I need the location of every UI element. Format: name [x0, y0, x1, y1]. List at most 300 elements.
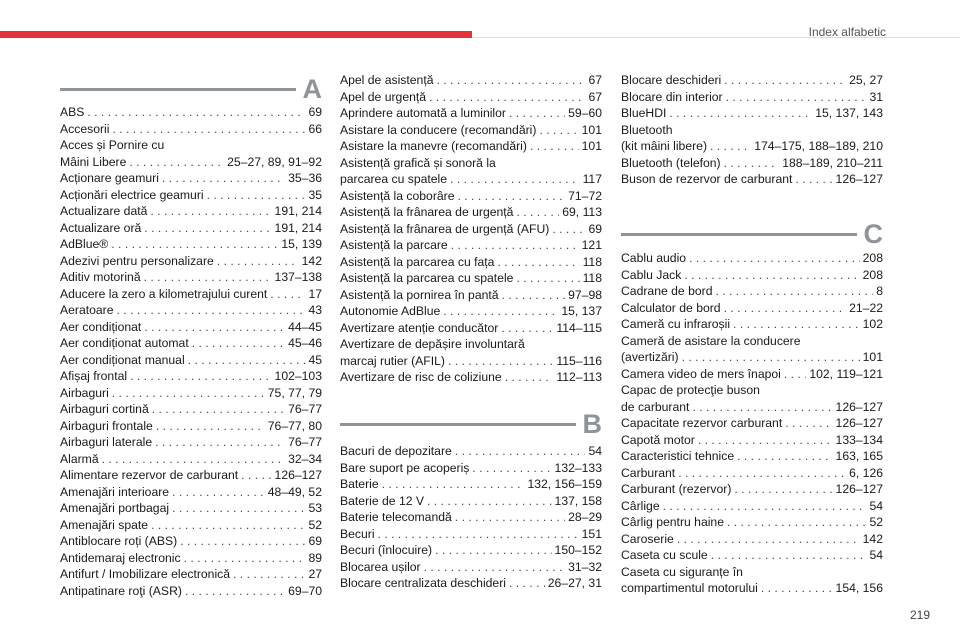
entry-term: (avertizări): [621, 350, 679, 364]
entry-pages: 76–77: [288, 435, 322, 449]
entry-term: Asistență la frânarea de urgență (AFU): [340, 221, 550, 236]
index-entry: [621, 382, 883, 415]
entry-term-row: [60, 533, 322, 550]
entry-term: Blocare din interior: [621, 89, 723, 104]
entry-term-row: [60, 104, 322, 121]
dot-leader: [516, 204, 559, 221]
index-entry: [340, 460, 602, 477]
entry-pages: 137, 158: [554, 493, 602, 508]
dot-leader: [669, 105, 812, 122]
index-entry: [621, 89, 883, 106]
dot-leader: [184, 550, 306, 567]
dot-leader: [509, 105, 565, 122]
entry-pages: 132, 156–159: [527, 477, 602, 491]
entry-term: Asistare la manevre (recomandări): [340, 139, 527, 153]
entry-pages: 115–116: [556, 353, 602, 368]
entry-pages: 45: [308, 352, 322, 367]
entry-term-row: [60, 121, 322, 138]
entry-term-row: [340, 460, 602, 477]
entry-pages: 54: [869, 498, 883, 513]
index-entry: [340, 237, 602, 254]
dot-leader: [152, 401, 285, 418]
entry-term: Acces și Pornire cu: [60, 138, 165, 152]
entry-term: Becuri: [340, 526, 375, 541]
entry-term-row: [621, 267, 883, 284]
dot-leader: [663, 498, 867, 515]
dot-leader: [552, 221, 585, 238]
entry-pages: 67: [588, 73, 602, 87]
entry-pages: 66: [308, 121, 322, 136]
entry-term: Camera video de mers înapoi: [621, 366, 781, 381]
entry-pages: 191, 214: [274, 220, 322, 235]
entry-pages: 31–32: [568, 559, 602, 574]
entry-pages: 89: [308, 550, 322, 565]
entry-pages: 151: [581, 526, 602, 541]
entry-term: Actualizare dată: [60, 204, 148, 218]
entry-term-row: [621, 171, 883, 188]
entry-pages: 48–49, 52: [267, 484, 322, 499]
dot-leader: [455, 443, 586, 460]
entry-term: Cablu Jack: [621, 267, 682, 282]
entry-term-row: [60, 566, 322, 583]
entry-term-row: [621, 349, 883, 366]
entry-term: Cameră cu infraroșii: [621, 317, 731, 331]
index-entry: [621, 547, 883, 564]
index-entry: [340, 443, 602, 460]
entry-pages: 101: [581, 139, 602, 153]
dot-leader: [516, 270, 579, 287]
index-entry: [60, 352, 322, 369]
entry-pages: 45–46: [288, 336, 322, 350]
entry-pages: 137–138: [274, 270, 322, 284]
entry-term: Aditiv motorină: [60, 270, 141, 284]
entry-term-row: [340, 353, 602, 370]
dot-leader: [437, 72, 586, 89]
dot-leader: [129, 154, 224, 171]
entry-term-row: [340, 237, 602, 254]
entry-term: AdBlue®: [60, 237, 109, 251]
entry-pages: 15, 137: [561, 304, 602, 318]
dot-leader: [233, 566, 305, 583]
entry-term-row: [621, 481, 883, 498]
entry-term-row: [621, 580, 883, 597]
section-divider: [340, 423, 576, 426]
entry-pages: 59–60: [568, 106, 602, 120]
index-entry: [340, 221, 602, 238]
index-entry: [340, 526, 602, 543]
index-entry: [60, 533, 322, 550]
entry-term: Airbaguri: [60, 385, 109, 400]
entry-term: Aprindere automată a luminilor: [340, 106, 506, 120]
section-letter: B: [582, 409, 602, 439]
entry-pages: 150–152: [554, 543, 602, 557]
entry-pages: 15, 137, 143: [815, 106, 883, 120]
entry-term: Cârlig pentru haine: [621, 515, 724, 529]
index-entry: [621, 333, 883, 366]
dot-leader: [207, 187, 306, 204]
dot-leader: [180, 533, 305, 550]
dot-leader: [761, 580, 833, 597]
entry-term-row: [621, 432, 883, 449]
entry-pages: 102: [862, 317, 883, 331]
entry-term: Caseta cu siguranțe în: [621, 564, 743, 579]
index-entry: [60, 286, 322, 303]
dot-leader: [451, 237, 579, 254]
entry-term-row: [621, 250, 883, 267]
dot-leader: [435, 542, 551, 559]
entry-term-row: [621, 399, 883, 416]
entry-pages: 52: [308, 517, 322, 532]
dot-leader: [448, 353, 553, 370]
entry-term: Baterie telecomandă: [340, 510, 452, 524]
index-entry: [60, 566, 322, 583]
index-entry: [60, 418, 322, 435]
entry-pages: 76–77, 80: [267, 418, 322, 433]
dot-leader: [795, 171, 832, 188]
dot-leader: [692, 399, 832, 416]
entry-term: Baterie de 12 V: [340, 493, 425, 508]
entry-term-row: [60, 418, 322, 435]
index-entry: [621, 316, 883, 333]
entry-term-row: [621, 498, 883, 515]
dot-leader: [162, 170, 285, 187]
dot-leader: [455, 509, 565, 526]
entry-pages: 76–77: [288, 402, 322, 416]
dot-leader: [530, 138, 579, 155]
entry-term: Asistență grafică și sonoră la: [340, 155, 496, 170]
entry-pages: 142: [301, 253, 322, 268]
entry-term: Caseta cu scule: [621, 548, 708, 562]
entry-pages: 75, 77, 79: [267, 385, 322, 400]
index-entry: [340, 204, 602, 221]
dot-leader: [192, 335, 285, 352]
entry-term: Aer condiționat: [60, 319, 142, 334]
dot-leader: [472, 460, 551, 477]
entry-term-row: [60, 319, 322, 336]
dot-leader: [715, 283, 873, 300]
entry-term-row: [621, 448, 883, 465]
index-entry: [340, 509, 602, 526]
header-rule: [472, 37, 960, 38]
index-entry: [340, 122, 602, 139]
index-entry: [621, 72, 883, 89]
entry-term: Asistență la parcarea cu spatele: [340, 271, 514, 285]
entry-term-row: [621, 300, 883, 317]
index-entry: [340, 155, 602, 188]
entry-pages: 71–72: [568, 188, 602, 203]
dot-leader: [172, 484, 265, 501]
index-entry: [621, 300, 883, 317]
entry-pages: 163, 165: [835, 449, 883, 463]
dot-leader: [710, 138, 751, 155]
dot-leader: [727, 514, 866, 531]
entry-term: Aer condiționat automat: [60, 336, 189, 350]
index-entry: [60, 500, 322, 517]
index-entry: [340, 105, 602, 122]
entry-pages: 188–189, 210–211: [782, 155, 883, 170]
entry-term-row: [340, 171, 602, 188]
entry-term-row: [60, 335, 322, 352]
index-entry: [60, 121, 322, 138]
entry-term: Capotă motor: [621, 432, 695, 447]
index-entry: [621, 465, 883, 482]
entry-term-row: [340, 188, 602, 205]
index-entry: [60, 451, 322, 468]
entry-term-row: [621, 366, 883, 383]
page-number: 219: [909, 608, 930, 622]
dot-leader: [737, 448, 832, 465]
dot-leader: [497, 254, 579, 271]
entry-term: Asistență la frânarea de urgență: [340, 205, 514, 219]
entry-term-row: [60, 517, 322, 534]
entry-term-row: [340, 303, 602, 320]
entry-term: Afișaj frontal: [60, 369, 128, 383]
index-entry: [60, 104, 322, 121]
entry-term: Airbaguri frontale: [60, 418, 153, 433]
entry-pages: 102, 119–121: [809, 366, 883, 381]
index-entry: [621, 155, 883, 172]
dot-leader: [509, 575, 545, 592]
dot-leader: [156, 418, 265, 435]
entry-pages: 126–127: [835, 172, 883, 186]
entry-term: Carburant (rezervor): [621, 482, 732, 496]
entry-pages: 191, 214: [274, 204, 322, 218]
entry-pages: 102–103: [274, 369, 322, 383]
index-entry: [340, 476, 602, 493]
entry-term-row: [60, 154, 322, 171]
dot-leader: [112, 385, 265, 402]
entry-term-row: [60, 203, 322, 220]
index-entry: [340, 493, 602, 510]
entry-term-row: [340, 443, 602, 460]
index-entry: [340, 138, 602, 155]
entry-term: Cârlige: [621, 498, 660, 513]
entry-term-row: [340, 138, 602, 155]
entry-pages: 69: [308, 534, 322, 548]
entry-term: Blocare deschideri: [621, 73, 722, 87]
entry-term: Caracteristici tehnice: [621, 449, 735, 463]
index-entry: [621, 415, 883, 432]
entry-pages: 174–175, 188–189, 210: [754, 139, 883, 153]
entry-pages: 54: [588, 444, 602, 458]
entry-term-row: [621, 72, 883, 89]
dot-leader: [185, 583, 285, 600]
entry-term: Blocarea ușilor: [340, 559, 421, 574]
entry-pages: 208: [862, 251, 883, 265]
dot-leader: [724, 72, 846, 89]
entry-list: [621, 250, 883, 597]
entry-term: Adezivi pentru personalizare: [60, 253, 214, 268]
index-entry: [60, 319, 322, 336]
index-entry: [60, 187, 322, 204]
dot-leader: [241, 467, 271, 484]
entry-term: Carburant: [621, 465, 676, 480]
entry-term: Amenajări spate: [60, 517, 149, 532]
entry-pages: 44–45: [288, 319, 322, 334]
entry-pages: 6, 126: [849, 465, 883, 480]
entry-term: parcarea cu spatele: [340, 172, 448, 186]
entry-term-row: [60, 220, 322, 237]
index-entry: [60, 335, 322, 352]
index-entry: [60, 170, 322, 187]
entry-term: (kit mâini libere): [621, 139, 708, 153]
entry-term: Cablu audio: [621, 251, 687, 265]
entry-term: Becuri (înlocuire): [340, 543, 433, 557]
dot-leader: [785, 415, 832, 432]
entry-pages: 28–29: [568, 510, 602, 524]
entry-term: Asistență la parcare: [340, 238, 448, 252]
entry-term-row: [340, 559, 602, 576]
dot-leader: [734, 481, 832, 498]
index-entry: [340, 336, 602, 369]
index-entry: [340, 369, 602, 386]
entry-term-row: [340, 122, 602, 139]
entry-term: Calculator de bord: [621, 300, 721, 315]
dot-leader: [87, 104, 305, 121]
entry-term: Avertizare atenție conducător: [340, 320, 499, 335]
entry-pages: 118: [582, 254, 602, 269]
entry-pages: 132–133: [554, 460, 602, 475]
index-entry: [340, 254, 602, 271]
dot-leader: [698, 432, 833, 449]
entry-term-row: [60, 170, 322, 187]
entry-pages: 15, 139: [281, 237, 322, 251]
entry-pages: 54: [869, 548, 883, 562]
entry-term-row: [621, 316, 883, 333]
dot-leader: [450, 171, 580, 188]
entry-term-row: [60, 253, 322, 270]
entry-term-row: [621, 547, 883, 564]
entry-term-row: [340, 526, 602, 543]
entry-term: Airbaguri cortină: [60, 402, 149, 416]
entry-pages: 69: [308, 105, 322, 119]
entry-term-row: [340, 575, 602, 592]
entry-pages: 35: [308, 187, 322, 202]
entry-term-row: [340, 369, 602, 386]
entry-term-row: [621, 105, 883, 122]
entry-term-row: [60, 451, 322, 468]
entry-term-row: [340, 542, 602, 559]
dot-leader: [172, 500, 305, 517]
entry-term: Airbaguri laterale: [60, 435, 153, 449]
index-entry: [60, 368, 322, 385]
index-entry: [621, 531, 883, 548]
section-divider: [621, 233, 857, 236]
index-entry: [60, 517, 322, 534]
dot-leader: [726, 89, 867, 106]
index-entry: [60, 467, 322, 484]
index-entry: [621, 283, 883, 300]
entry-term: Asistență la parcarea cu fața: [340, 254, 495, 269]
entry-list: [340, 443, 602, 592]
index-entry: [340, 270, 602, 287]
dot-leader: [689, 250, 860, 267]
entry-term: Cameră de asistare la conducere: [621, 333, 801, 348]
dot-leader: [429, 89, 585, 106]
index-entry: [340, 89, 602, 106]
entry-term-row: [60, 187, 322, 204]
entry-term-row: [340, 493, 602, 510]
entry-pages: 126–127: [835, 482, 883, 496]
dot-leader: [539, 122, 578, 139]
section-header-c: [621, 219, 883, 249]
index-entry: [60, 302, 322, 319]
dot-leader: [505, 369, 554, 386]
entry-term: Acționări electrice geamuri: [60, 187, 204, 202]
entry-pages: 67: [588, 89, 602, 104]
entry-pages: 97–98: [568, 287, 602, 302]
entry-pages: 27: [308, 567, 322, 581]
entry-term-row: [621, 155, 883, 172]
entry-term-row: [340, 254, 602, 271]
entry-term-row: [60, 550, 322, 567]
entry-term: Capacitate rezervor carburant: [621, 416, 783, 430]
entry-term-row: [621, 283, 883, 300]
entry-pages: 126–127: [835, 416, 883, 430]
entry-term-row: [60, 286, 322, 303]
entry-pages: 154, 156: [835, 581, 883, 595]
entry-term: Alimentare rezervor de carburant: [60, 468, 239, 482]
entry-term: Capac de protecţie buson: [621, 383, 760, 397]
dot-leader: [382, 476, 525, 493]
dot-leader: [733, 316, 860, 333]
dot-leader: [151, 517, 305, 534]
entry-term: Blocare centralizata deschideri: [340, 576, 506, 590]
entry-term-row: [621, 514, 883, 531]
dot-leader: [144, 319, 285, 336]
entry-pages: 35–36: [288, 171, 322, 185]
dot-leader: [217, 253, 299, 270]
dot-leader: [117, 302, 306, 319]
entry-pages: 17: [308, 286, 322, 301]
dot-leader: [188, 352, 306, 369]
index-entry: [60, 253, 322, 270]
entry-term: Mâini Libere: [60, 154, 127, 169]
dot-leader: [150, 203, 271, 220]
entry-term: Aer condiționat manual: [60, 352, 185, 367]
entry-term: Bare suport pe acoperiș: [340, 460, 470, 475]
entry-term: Bluetooth: [621, 122, 673, 137]
entry-term-row: [340, 89, 602, 106]
entry-term-row: [340, 105, 602, 122]
entry-pages: 32–34: [288, 451, 322, 466]
entry-term: Avertizare de depășire involuntară: [340, 337, 525, 351]
entry-term: Amenajări portbagaj: [60, 501, 170, 515]
dot-leader: [724, 300, 847, 317]
entry-term-row: [60, 500, 322, 517]
entry-pages: 101: [862, 350, 883, 364]
dot-leader: [678, 465, 846, 482]
index-entry: [621, 481, 883, 498]
dot-leader: [711, 547, 867, 564]
section-letter: C: [863, 219, 883, 249]
entry-term: Apel de asistență: [340, 73, 434, 87]
entry-term-row: [60, 236, 322, 253]
index-entry: [60, 434, 322, 451]
dot-leader: [684, 267, 859, 284]
index-entry: [60, 269, 322, 286]
dot-leader: [112, 121, 305, 138]
entry-term: Asistare la conducere (recomandări): [340, 122, 537, 137]
dot-leader: [378, 526, 579, 543]
entry-term-row: [621, 89, 883, 106]
index-entry: [340, 542, 602, 559]
index-entry: [621, 122, 883, 155]
entry-term: Antiblocare roți (ABS): [60, 534, 178, 548]
entry-pages: 121: [581, 238, 602, 252]
index-entry: [60, 583, 322, 600]
entry-term: Cadrane de bord: [621, 284, 713, 298]
